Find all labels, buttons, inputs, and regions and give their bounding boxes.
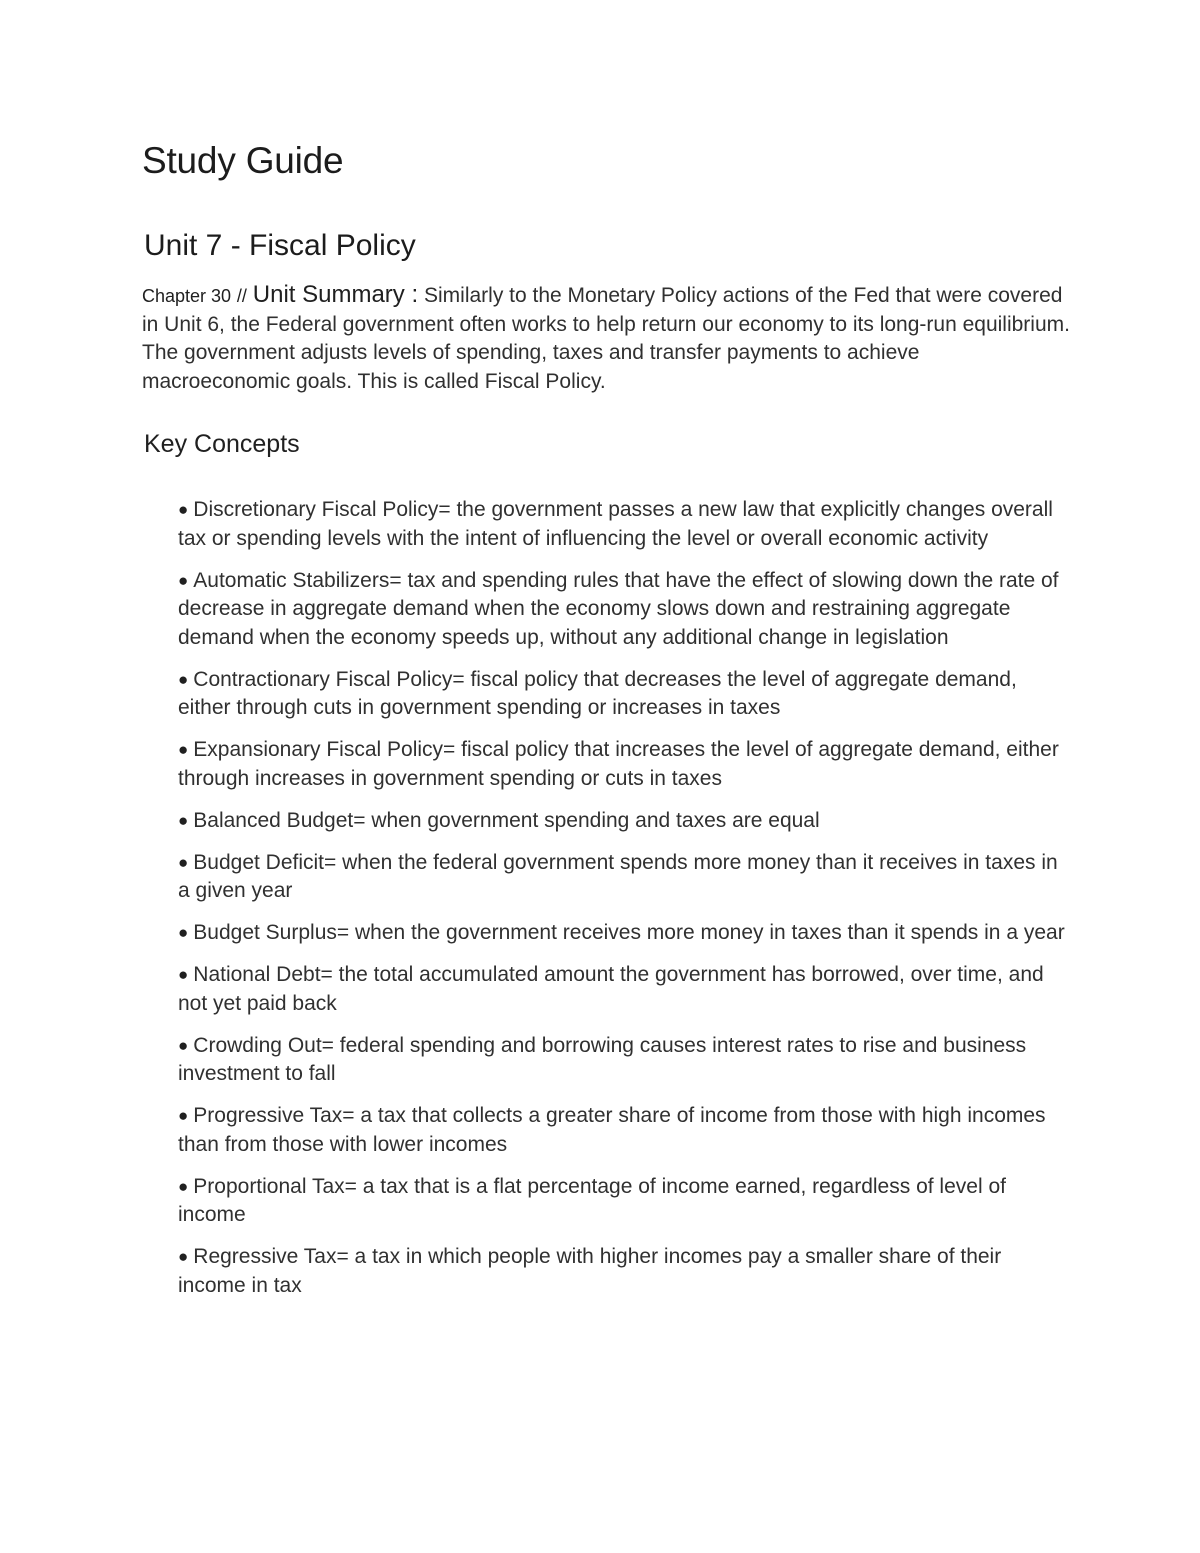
concept-text: Expansionary Fiscal Policy= fiscal policy that increases the level of aggregate demand, either through increases in government spending or cuts in taxes [178,738,1059,790]
concept-item [178,849,1068,906]
bullet-icon: ● [178,1106,189,1125]
bullet-icon: ● [178,740,189,759]
concept-item [178,1032,1068,1089]
concept-text: Balanced Budget= when government spending and taxes are equal [193,808,820,832]
concept-text: Crowding Out= federal spending and borrowing causes interest rates to rise and business investment to fall [178,1033,1027,1085]
chapter-label: Chapter 30 [142,286,232,306]
bullet-icon: ● [178,1247,189,1266]
concept-item [178,807,1068,836]
bullet-icon: ● [178,852,189,872]
concept-text: Budget Surplus= when the government receives more money in taxes than it spends in a year [193,921,1065,944]
bullet-icon: ● [178,1035,189,1055]
concept-item [178,666,1068,723]
unit-title: Unit 7 - Fiscal Policy [144,229,416,262]
concept-item [178,961,1068,1018]
concept-item [178,919,1068,948]
bullet-icon: ● [178,500,189,519]
key-concepts-list [178,496,1068,1314]
concept-item [178,567,1068,653]
concept-text: Budget Deficit= when the federal government spends more money than it receives in taxes in a given year [178,850,1058,902]
concept-item [178,1243,1068,1300]
chapter-separator: // [236,286,247,306]
bullet-icon: ● [178,669,189,689]
bullet-icon: ● [178,570,189,590]
bullet-icon: ● [178,965,189,984]
document-title: Study Guide [142,140,344,181]
unit-summary-text: Similarly to the Monetary Policy actions of the Fed that were covered in Unit 6, the Federal government often works to help return our economy to its long-run equilibrium. The government adjusts levels of spending, taxes and transfer payments to achieve macroeconomic goals. This is called Fiscal Policy. [142,284,1070,393]
concept-text: Discretionary Fiscal Policy= the government passes a new law that explicitly changes overall tax or spending levels with the intent of influencing the level or overall economic activity [178,498,1053,550]
concept-item [178,736,1068,793]
bullet-icon: ● [178,810,189,830]
concept-text: Proportional Tax= a tax that is a flat percentage of income earned, regardless of level of income [178,1174,1006,1226]
unit-summary-paragraph [142,281,1072,396]
key-concepts-heading: Key Concepts [144,430,300,458]
bullet-icon: ● [178,923,189,942]
concept-item [178,1102,1068,1159]
unit-summary-label: Unit Summary : [252,281,419,308]
concept-text: Automatic Stabilizers= tax and spending rules that have the effect of slowing down the rate of decrease in aggregate demand when the economy slows down and restraining aggregate demand when the economy speeds up, without any additional change in legislation [178,568,1059,649]
concept-text: Progressive Tax= a tax that collects a greater share of income from those with high incomes than from those with lower incomes [178,1104,1046,1156]
concept-item [178,496,1068,553]
concept-item [178,1173,1068,1230]
concept-text: National Debt= the total accumulated amount the government has borrowed, over time, and not yet paid back [178,963,1044,1015]
concept-text: Contractionary Fiscal Policy= fiscal policy that decreases the level of aggregate demand, either through cuts in government spending or increases in taxes [178,667,1017,719]
bullet-icon: ● [178,1176,189,1196]
concept-text: Regressive Tax= a tax in which people with higher incomes pay a smaller share of their income in tax [178,1245,1002,1297]
